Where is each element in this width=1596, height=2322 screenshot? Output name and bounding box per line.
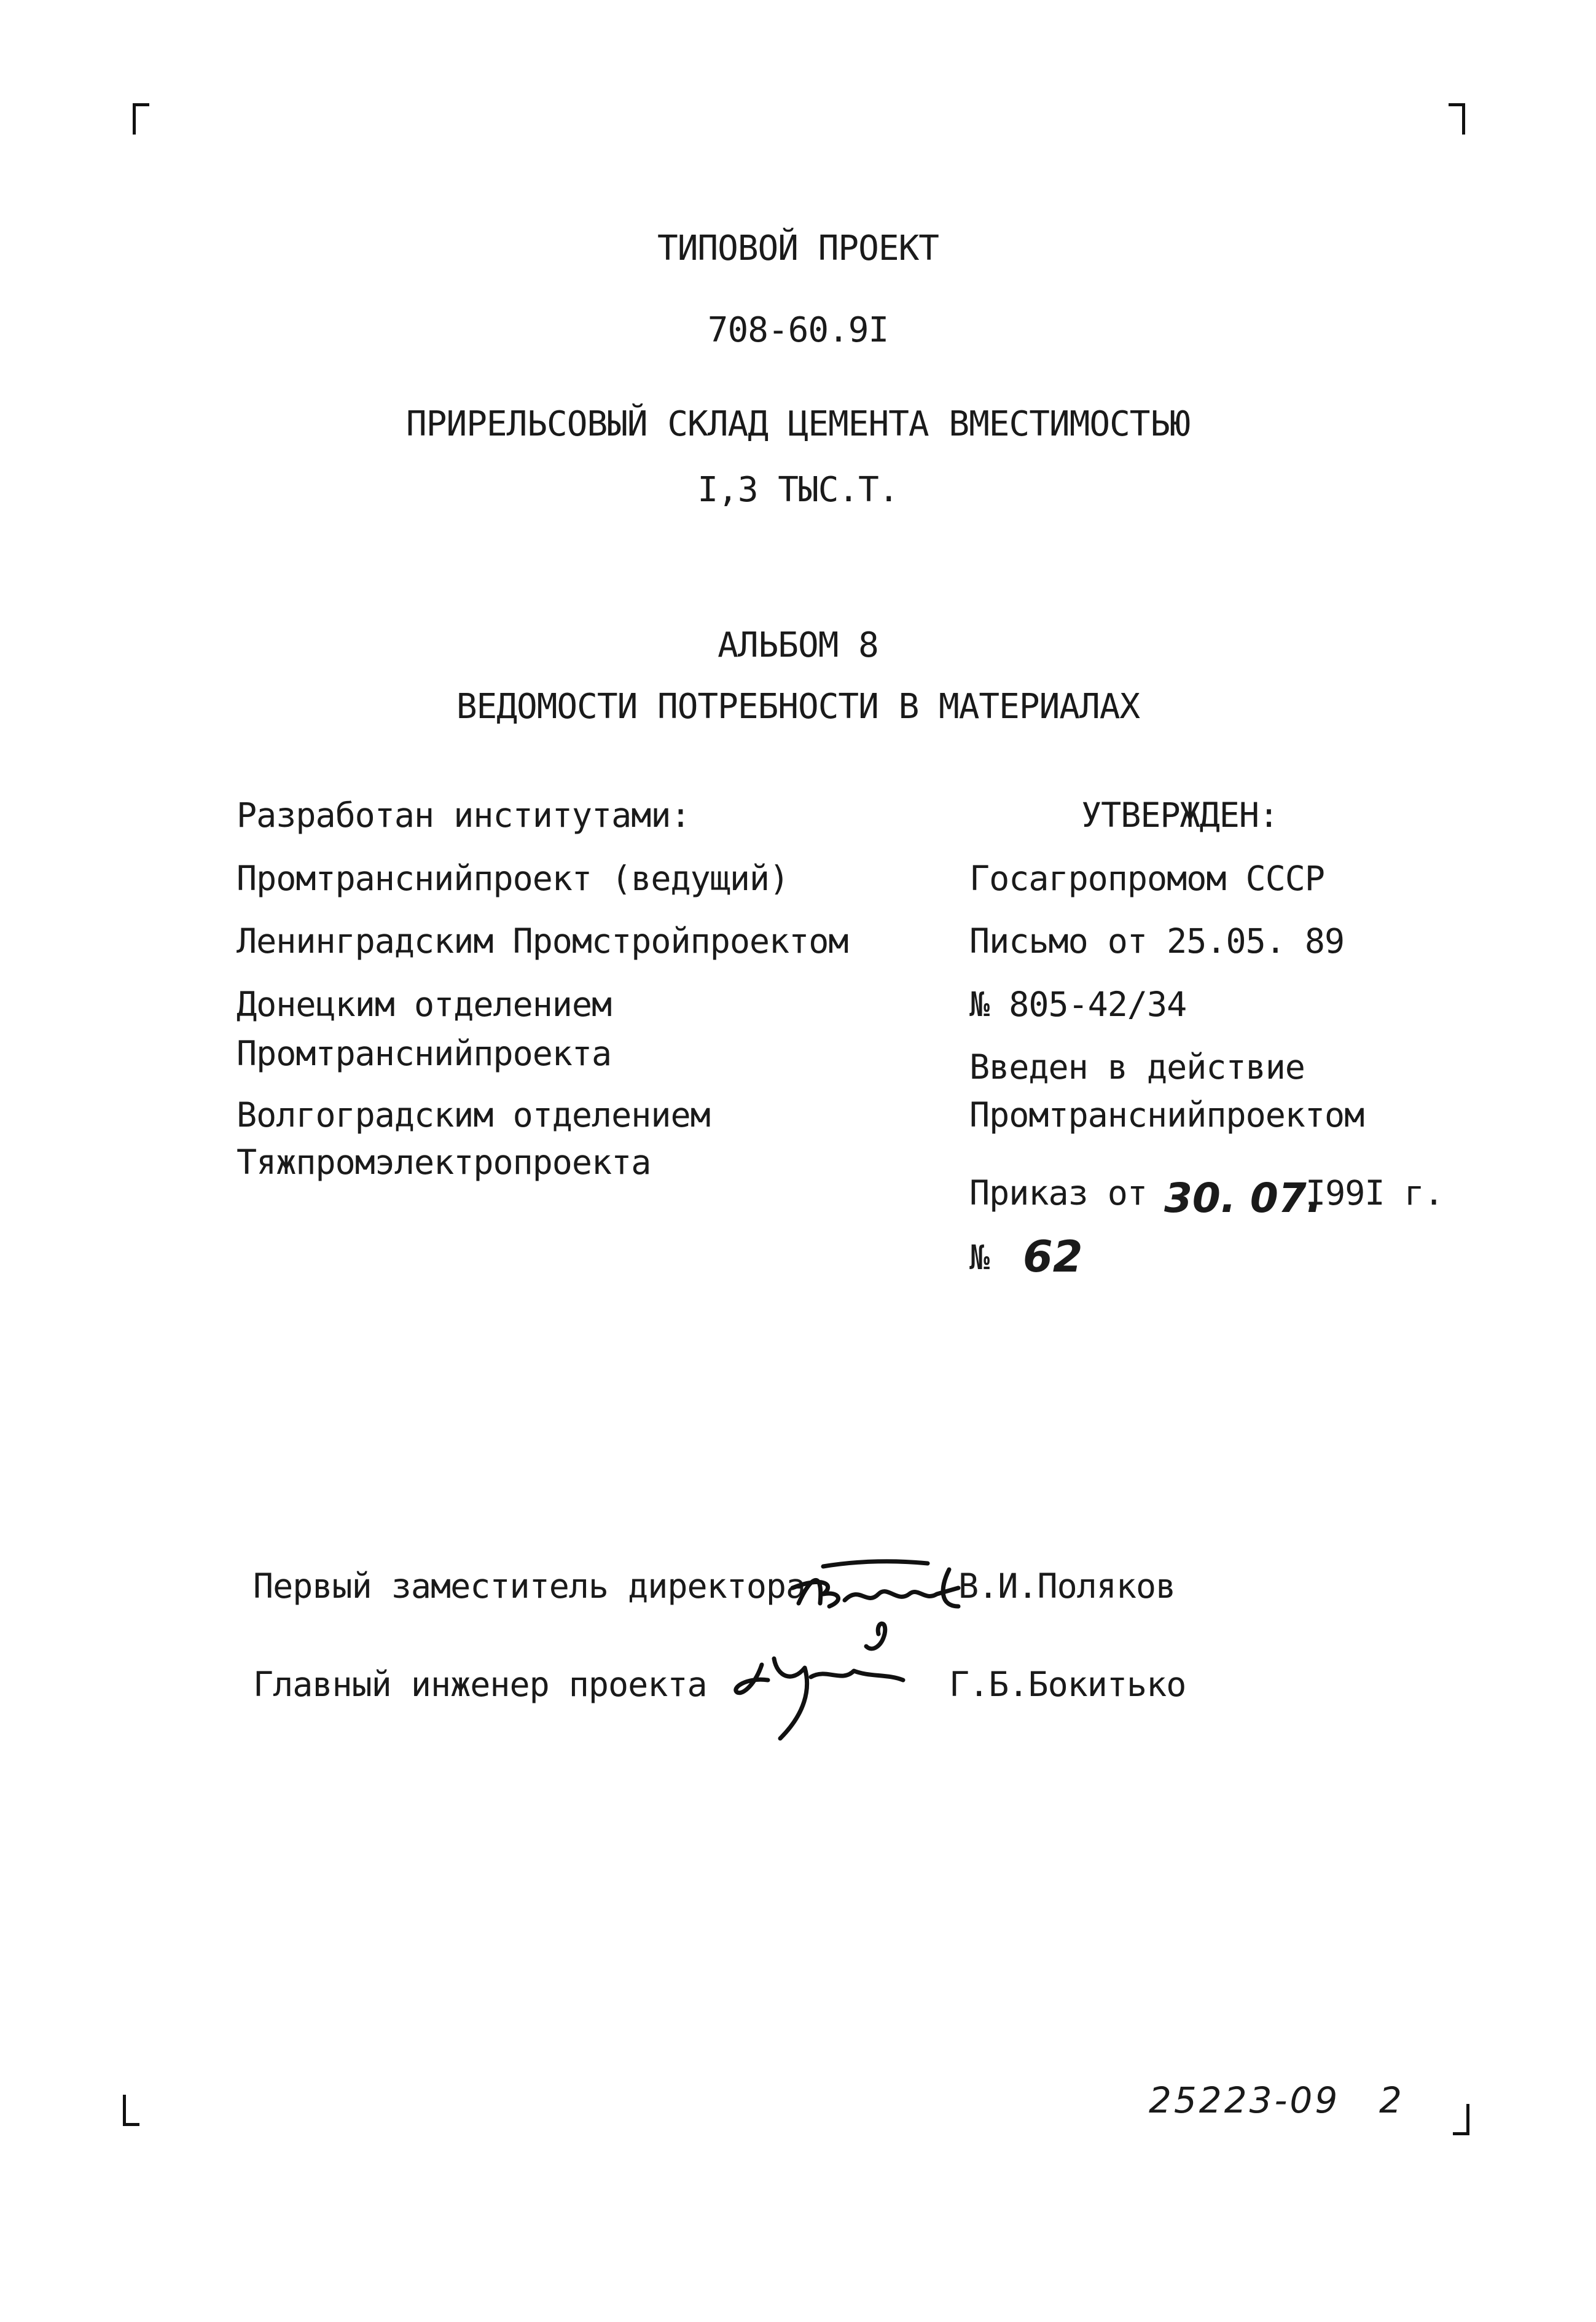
developer-item: Донецким отделением	[237, 985, 612, 1024]
album-title: ВЕДОМОСТИ ПОТРЕБНОСТИ В МАТЕРИАЛАХ	[456, 687, 1140, 727]
signature-1-handwriting	[786, 1551, 983, 1619]
signature-role: Главный инженер проекта	[253, 1665, 707, 1704]
project-number: 708-60.9I	[707, 310, 889, 350]
developer-item: Волгоградским отделением	[237, 1095, 710, 1135]
album-number: АЛЬБОМ 8	[718, 625, 878, 665]
order-number-label: №	[969, 1238, 990, 1277]
developer-item: Промтранснийпроект (ведущий)	[237, 859, 789, 898]
approval-authority: Госагропромом СССР	[969, 859, 1325, 898]
order-label: Приказ от	[969, 1173, 1148, 1213]
developer-item: Промтранснийпроекта	[237, 1034, 612, 1073]
signature-2-handwriting	[719, 1609, 921, 1745]
approval-letter-number: № 805-42/34	[969, 985, 1187, 1024]
order-number-handwritten: 62	[1023, 1232, 1083, 1282]
order-year: I99I г.	[1305, 1173, 1444, 1213]
title-line-1: ПРИРЕЛЬСОВЫЙ СКЛАД ЦЕМЕНТА ВМЕСТИМОСТЬЮ	[406, 404, 1190, 444]
approval-heading: УТВЕРЖДЕН:	[1081, 796, 1279, 835]
signature-name: В.И.Поляков	[958, 1566, 1176, 1606]
corner-mark-bottom-right	[1453, 2104, 1469, 2135]
corner-mark-bottom-left	[123, 2095, 139, 2126]
corner-mark-top-right	[1449, 103, 1465, 135]
doc-type: ТИПОВОЙ ПРОЕКТ	[657, 229, 939, 268]
developer-item: Тяжпромэлектропроекта	[237, 1143, 651, 1182]
signature-role: Первый заместитель директора	[253, 1566, 806, 1606]
signature-name: Г.Б.Бокитько	[949, 1665, 1186, 1704]
title-line-2: I,3 ТЫС.Т.	[697, 470, 899, 510]
enacted-line-1: Введен в действие	[969, 1047, 1305, 1087]
approval-letter: Письмо от 25.05. 89	[969, 921, 1345, 961]
inventory-number: 25223-09	[1149, 2079, 1340, 2121]
enacted-line-2: Промтранснийпроектом	[969, 1095, 1364, 1135]
developers-heading: Разработан институтами:	[237, 796, 690, 835]
page-number: 2	[1379, 2079, 1402, 2121]
developer-item: Ленинградским Промстройпроектом	[237, 921, 848, 961]
corner-mark-top-left	[133, 103, 149, 135]
order-date-handwritten: 30. 07.	[1164, 1175, 1322, 1222]
